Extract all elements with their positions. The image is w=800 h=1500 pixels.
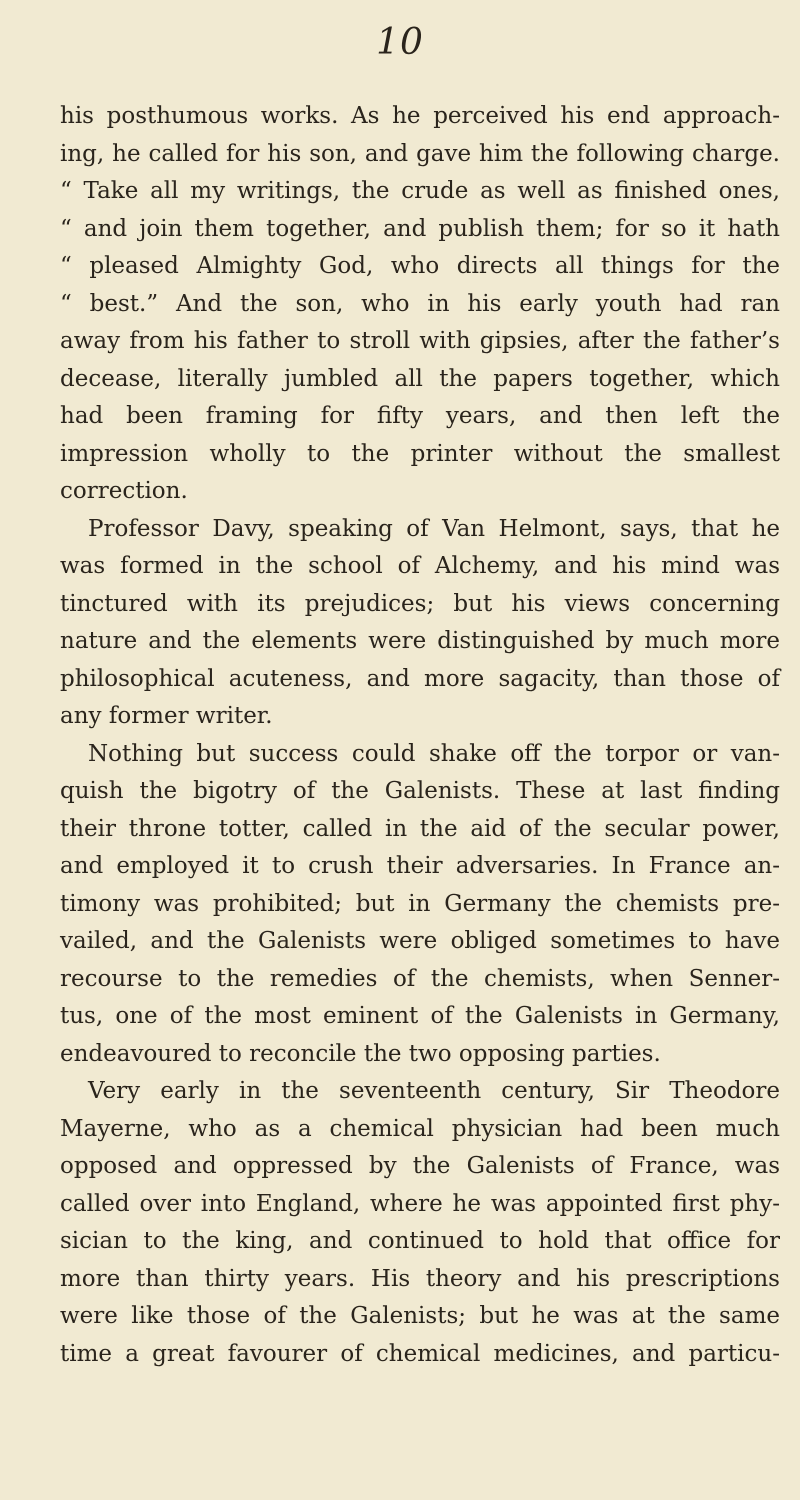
paragraph-start-line: Nothing but success could shake off the torpor or van- [88, 740, 780, 767]
text-line: “ pleased Almighty God, who directs all things for the [60, 253, 780, 279]
text-line: impression wholly to the printer without the smallest [60, 440, 780, 467]
text-line: Mayerne, who as a chemical physician had been much [60, 1115, 780, 1142]
text-line: tinctured with its prejudices; but his views concerning [60, 590, 780, 617]
text-line: decease, literally jumbled all the papers together, which [60, 365, 780, 392]
text-line: their throne totter, called in the aid of the secular power, [60, 815, 780, 842]
text-line: his posthumous works. As he perceived his end approach- [60, 103, 780, 129]
text-line: endeavoured to reconcile the two opposing parties. [60, 1040, 661, 1067]
paragraph-start-line: Very early in the seventeenth century, Sir Theodore [88, 1078, 780, 1104]
text-line: philosophical acuteness, and more sagacity, than those of [60, 665, 780, 692]
text-line: were like those of the Galenists; but he was at the same [60, 1303, 780, 1329]
text-line: tus, one of the most eminent of the Galenists in Germany, [60, 1003, 780, 1029]
text-line: sician to the king, and continued to hold that office for [60, 1228, 780, 1254]
paragraph-start-line: Professor Davy, speaking of Van Helmont, says, that he [88, 515, 780, 542]
body-text [60, 98, 780, 1373]
text-line: quish the bigotry of the Galenists. These at last finding [60, 778, 780, 804]
text-line: any former writer. [60, 703, 273, 729]
text-line: recourse to the remedies of the chemists, when Senner- [60, 965, 780, 992]
text-line: “ best.” And the son, who in his early youth had ran [60, 290, 780, 317]
text-line: called over into England, where he was appointed first phy- [60, 1190, 780, 1217]
text-line: “ and join them together, and publish them; for so it hath [60, 215, 780, 242]
text-line: “ Take all my writings, the crude as well as finished ones, [60, 178, 780, 204]
text-line: was formed in the school of Alchemy, and his mind was [60, 553, 780, 579]
text-line: had been framing for fifty years, and then left the [60, 403, 780, 429]
text-line: vailed, and the Galenists were obliged sometimes to have [60, 928, 780, 954]
text-line: and employed it to crush their adversaries. In France an- [60, 853, 780, 879]
text-line: time a great favourer of chemical medicines, and particu- [60, 1340, 780, 1367]
text-line: timony was prohibited; but in Germany the chemists pre- [60, 890, 780, 917]
text-line: more than thirty years. His theory and his prescriptions [60, 1265, 780, 1292]
text-line: opposed and oppressed by the Galenists of France, was [60, 1153, 780, 1179]
text-line: nature and the elements were distinguished by much more [60, 628, 780, 654]
text-line: ing, he called for his son, and gave him the following charge. [60, 140, 780, 167]
page-number: 10 [376, 22, 424, 63]
text-line: correction. [60, 478, 188, 504]
text-line: away from his father to stroll with gipsies, after the father’s [60, 328, 780, 354]
